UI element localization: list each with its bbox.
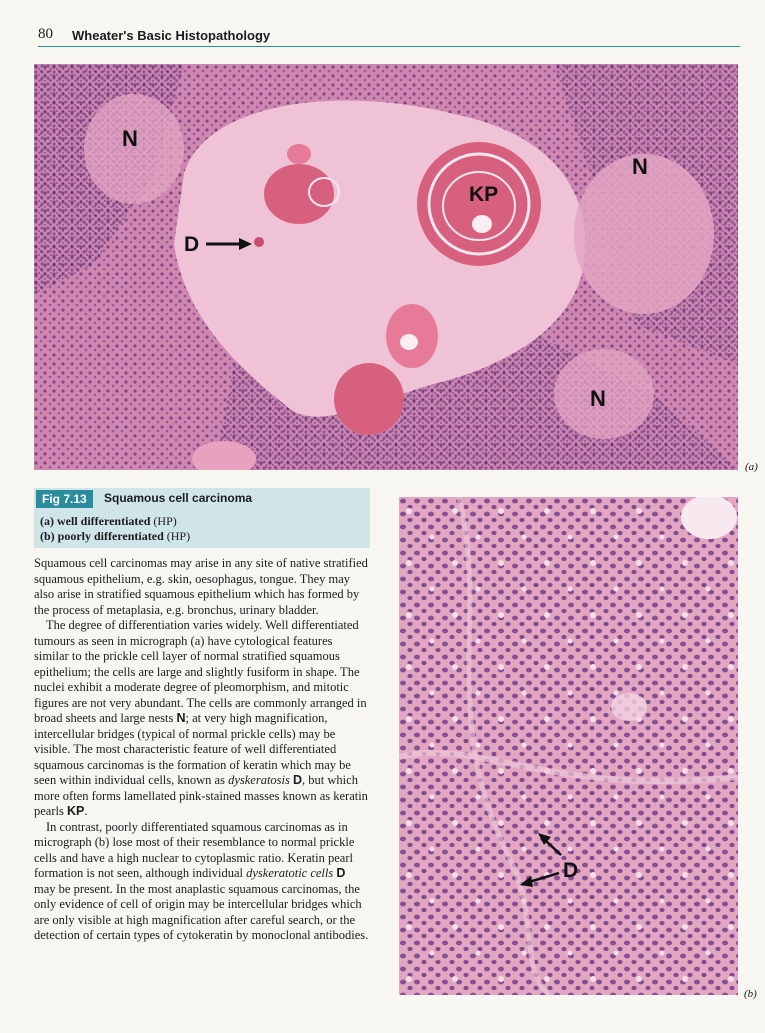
- p2-text-a: The degree of differentiation varies widely. Well differentiated tumours as seen in micrograph (a) have cytological features similar to the prickle cell layer of normal stratified squamous epithelium; the cells are large and slightly fusiform in shape. The nuclei exhibit a moderate degree of pleomorphism, and mitotic figures are not very abundant. The cells are commonly arranged in broad sheets and large nests: [34, 618, 367, 725]
- paragraph-1: Squamous cell carcinomas may arise in any site of native stratified squamous epithelium, e.g. skin, oesophagus, tongue. They may also arise in stratified squamous epithelium which has formed by the process of metaplasia, e.g. bronchus, urinary bladder.: [34, 556, 368, 617]
- p2-dyskeratosis: dyskeratosis: [228, 773, 290, 787]
- figure-caption: [34, 488, 370, 548]
- label-n-3: N: [590, 386, 606, 411]
- page-number: 80: [38, 26, 53, 42]
- p3-dyskeratotic: dyskeratotic cells: [246, 866, 334, 880]
- panel-label-b: (b): [744, 988, 757, 1000]
- p2-mark-kp: KP: [66, 804, 85, 818]
- p2-mark-d: D: [293, 773, 303, 787]
- p2-text-c: , but which more often forms lamellated pink-stained masses known as keratin pearls: [34, 773, 368, 818]
- p3-mark-d: D: [336, 866, 346, 880]
- micrograph-b: [399, 497, 738, 995]
- label-d-b: D: [563, 859, 579, 882]
- caption-part-a: (a) well differentiated: [40, 514, 151, 528]
- caption-mag-a: (HP): [153, 514, 177, 528]
- label-n-2: N: [632, 154, 648, 179]
- caption-line-a: [40, 514, 177, 528]
- label-kp: KP: [469, 183, 499, 206]
- header-rule: [38, 46, 740, 47]
- label-n-1: N: [122, 126, 138, 151]
- caption-mag-b: (HP): [166, 529, 191, 543]
- caption-line-b: [40, 529, 190, 543]
- p2-mark-n: N: [176, 711, 186, 725]
- p3-text-a: In contrast, poorly differentiated squamous carcinomas as in micrograph (b) lose most of their resemblance to normal prickle cells and have a high nuclear to cytoplasmic ratio. Keratin pearl formation is not seen, although individual: [34, 819, 355, 880]
- p3-text-b: may be present. In the most anaplastic squamous carcinomas, the only evidence of cell of origin may be intercellular bridges which are only visible at high magnification after careful search, or the detection of certain types of cytokeratin by monoclonal antibodies.: [34, 881, 369, 942]
- caption-part-b: (b) poorly differentiated: [40, 529, 164, 543]
- p2-end: .: [84, 804, 88, 818]
- running-header: [38, 24, 740, 46]
- panel-label-a: (a): [745, 461, 758, 473]
- figure-tag: Fig 7.13: [36, 490, 93, 508]
- paragraph-2: [34, 618, 370, 820]
- p2-text-b: ; at very high magnification, intercellular bridges (typical of normal prickle cells) may be visible. The most characteristic feature of well differentiated squamous carcinomas is the formation of keratin which may be seen within individual cells, known as: [34, 711, 351, 787]
- body-text: [34, 556, 370, 944]
- label-d-a: D: [184, 233, 200, 256]
- paragraph-3: [34, 820, 370, 944]
- running-title: Wheater's Basic Histopathology: [72, 28, 271, 43]
- micrograph-a: [34, 64, 738, 470]
- figure-title: Squamous cell carcinoma: [104, 491, 253, 505]
